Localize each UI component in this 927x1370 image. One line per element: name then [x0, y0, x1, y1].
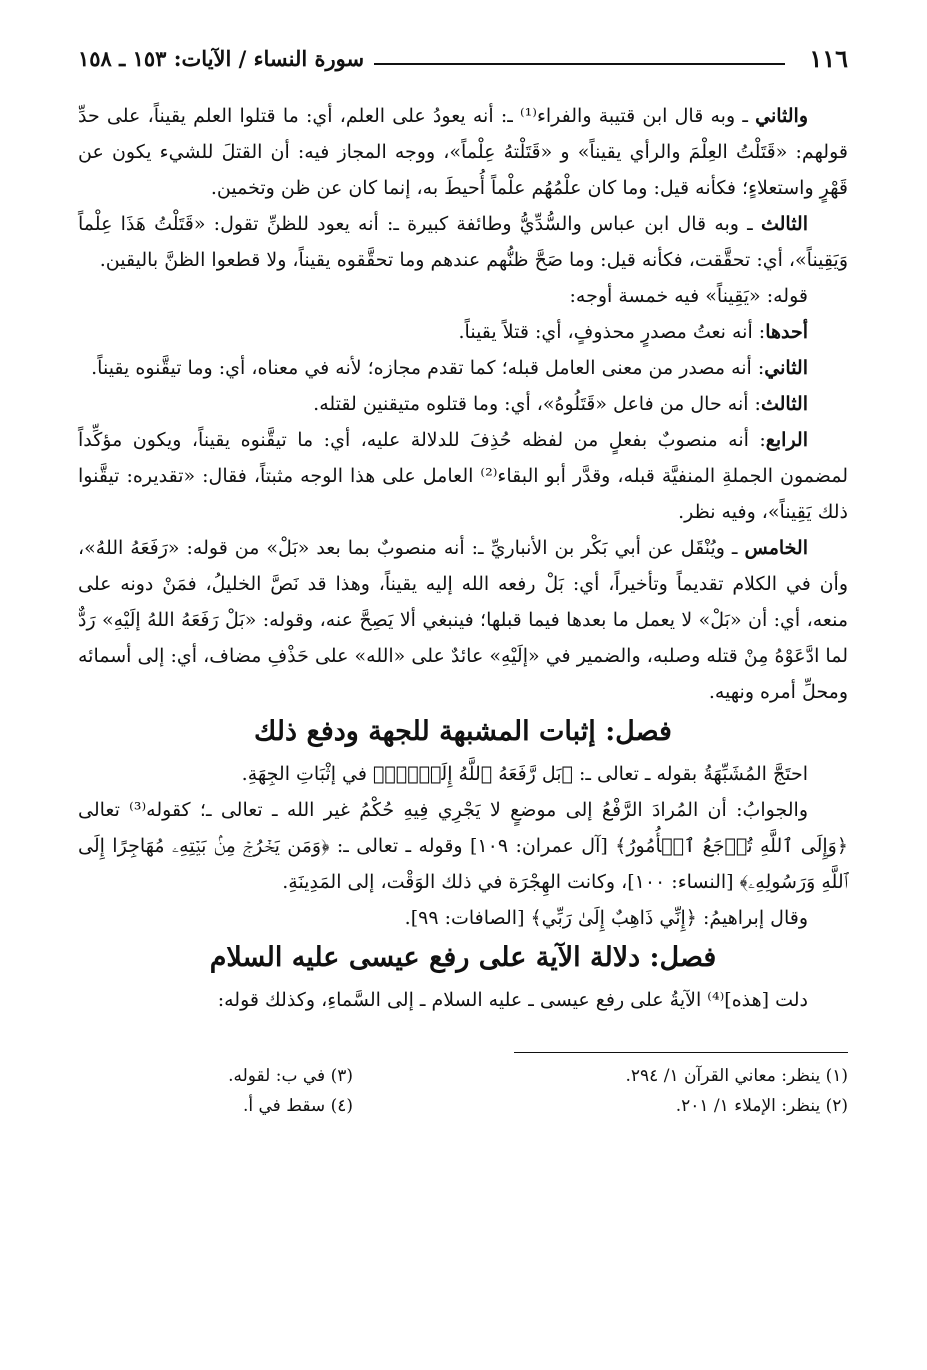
paragraph-lead: الثاني [764, 357, 808, 379]
footnotes [78, 1061, 848, 1121]
paragraph-text: ـ وبه قال ابن قتيبة والفراء⁽¹⁾ ـ: أنه يعودُ على العلم، أي: ما قتلوا العلم يقيناً، على حدِّ قولهم: «قَتَلْتُ العِلْمَ والرأي يقيناً» و «قَتَلْتهُ عِلْماً»، ووجه المجاز فيه: أن القتلَ للشيء يكون عن قَهْرٍ واستعلاءٍ؛ فكأنه قيل: وما كان علْمُهُم علْماً أُحيطَ به، إنما كان عن ظن وتخمين. [78, 105, 848, 199]
paragraph [78, 386, 848, 422]
paragraph [78, 530, 848, 710]
footnote: (٣) في ب: لقوله. [228, 1066, 353, 1086]
page-header [78, 40, 848, 76]
section-heading: فصل: إثبات المشبهة للجهة ودفع ذلك [254, 716, 672, 747]
paragraph-lead: الثالث [760, 213, 808, 235]
running-title: سورة النساء / الآيات: ١٥٣ ـ ١٥٨ [78, 45, 365, 71]
paragraph-text: : أنه نعتُ مصدرٍ محذوفٍ، أي: قتلاً يقيناً. [458, 321, 766, 343]
paragraph [78, 206, 848, 278]
paragraph-text: : أنه حال من فاعل «قَتَلُوهُ»، أي: وما قتلوه متيقنين لقتله. [313, 393, 761, 415]
paragraph-lead: أحدها [765, 321, 808, 343]
paragraph-text: : أنه مصدر من معنى العامل قبله؛ كما تقدم مجازه؛ لأنه في معناه، أي: وما تيقَّنوه يقيناً. [91, 357, 765, 379]
footnote: (١) ينظر: معاني القرآن ١/ ٢٩٤. [625, 1066, 848, 1086]
paragraph: احتَجَّ المُشَبِّهَةُ بقوله ـ تعالى ـ: ﴿بَل رَّفَعَهُ ٱللَّهُ إِلَيۡهِۚ﴾ في إثْبَاتِ الجِهَةِ. [241, 763, 808, 785]
paragraph: وقال إبراهيمُ: ﴿إِنِّي ذَاهِبٌ إِلَىٰ رَبِّي﴾ [الصافات: ٩٩]. [404, 907, 808, 929]
paragraph-lead: الثالث [760, 393, 808, 415]
paragraph [78, 350, 848, 386]
paragraph-lead: الرابع [765, 429, 808, 451]
paragraph-text: قوله: «يَقِيناً» فيه خمسة أوجه: [569, 285, 808, 307]
footnote: (٢) ينظر: الإملاء ١/ ٢٠١. [675, 1096, 848, 1116]
paragraph-lead: والثاني [755, 105, 808, 127]
paragraph [78, 278, 848, 314]
paragraph-text: ـ وبه قال ابن عباس والسُّدِّيُّ وطائفة كبيرة ـ: أنه يعود للظنِّ تقول: «قَتَلْتُ هَذَا عِلْماً وَيَقِيناً»، أي: تحقَّقت، فكأنه قيل: وما صَحَّ ظنُّهم عندهم وما تحقَّقوه يقيناً، ولا قطعوا الظنَّ باليقين. [78, 213, 848, 271]
paragraph-lead: الخامس [744, 537, 808, 559]
footnote: (٤) سقط في أ. [242, 1096, 353, 1116]
footnote-separator [514, 1052, 848, 1053]
header-rule [374, 63, 785, 65]
paragraph: دلت [هذه]⁽⁴⁾ الآيةُ على رفع عيسى ـ عليه السلام ـ إلى السَّماءِ، وكذلك قوله: [217, 989, 808, 1011]
paragraph: والجوابُ: أن المُرادَ الرَّفْعُ إلى موضعٍ لا يَجْرِي فِيهِ حُكْمُ غير الله ـ تعالى ـ؛ كقوله⁽³⁾ تعالى ﴿وَإِلَى ٱللَّهِ تُرۡجَعُ ٱلۡأُمُورُ﴾ [آل عمران: ١٠٩] وقوله ـ تعالى ـ: ﴿وَمَن يَخۡرُجۡ مِنۢ بَيۡتِهِۦ مُهَاجِرًا إِلَى ٱللَّهِ وَرَسُولِهِۦ﴾ [النساء: ١٠٠]، وكانت الهِجْرَة في ذلك الوَقْت، إلى المَدِينَةِ. [78, 799, 848, 893]
document-page [78, 40, 848, 1121]
paragraph [78, 98, 848, 206]
section-heading: فصل: دلالة الآية على رفع عيسى عليه السلام [209, 942, 717, 973]
paragraph-text: : أنه منصوبٌ بفعلٍ من لفظه حُذِفَ للدلالة عليه، أي: ما تيقَّنوه يقيناً، ويكون مؤكِّداً لمضمون الجملةِ المنفيَّة قبله، وقدَّر أبو البقاء⁽²⁾ العامل على هذا الوجه مثبتاً، فقال: «تقديره: تيقَّنوا ذلك يَقِيناً»، وفيه نظر. [78, 429, 848, 523]
body-text [78, 98, 848, 1018]
paragraph [78, 314, 848, 350]
paragraph-text: ـ ويُنْقَل عن أبي بَكْر بن الأنباريِّ ـ: أنه منصوبٌ بما بعد «بَلْ» من قوله: «رَفَعَهُ اللهُ»، وأن في الكلام تقديماً وتأخيراً، أي: بَلْ رفعه الله إليه يقيناً، وهذا قد نَصَّ الخليلُ، فمَنْ دونه على منعه، أي: أن «بَلْ» لا يعمل ما بعدها فيما قبلها؛ فينبغي ألا يَصِحَّ عنه، وقوله: «بَلْ رَفَعَهُ اللهُ إلَيْهِ» رَدٌّ لما ادَّعَوْهُ مِنْ قتله وصلبه، والضمير في «إلَيْهِ» عائدٌ على «الله» على حَذْفِ مضاف، أي: إلى أسمائه ومحلِّ أمره ونهيه. [78, 537, 848, 703]
page-number: ١١٦ [809, 43, 848, 73]
paragraph [78, 422, 848, 530]
